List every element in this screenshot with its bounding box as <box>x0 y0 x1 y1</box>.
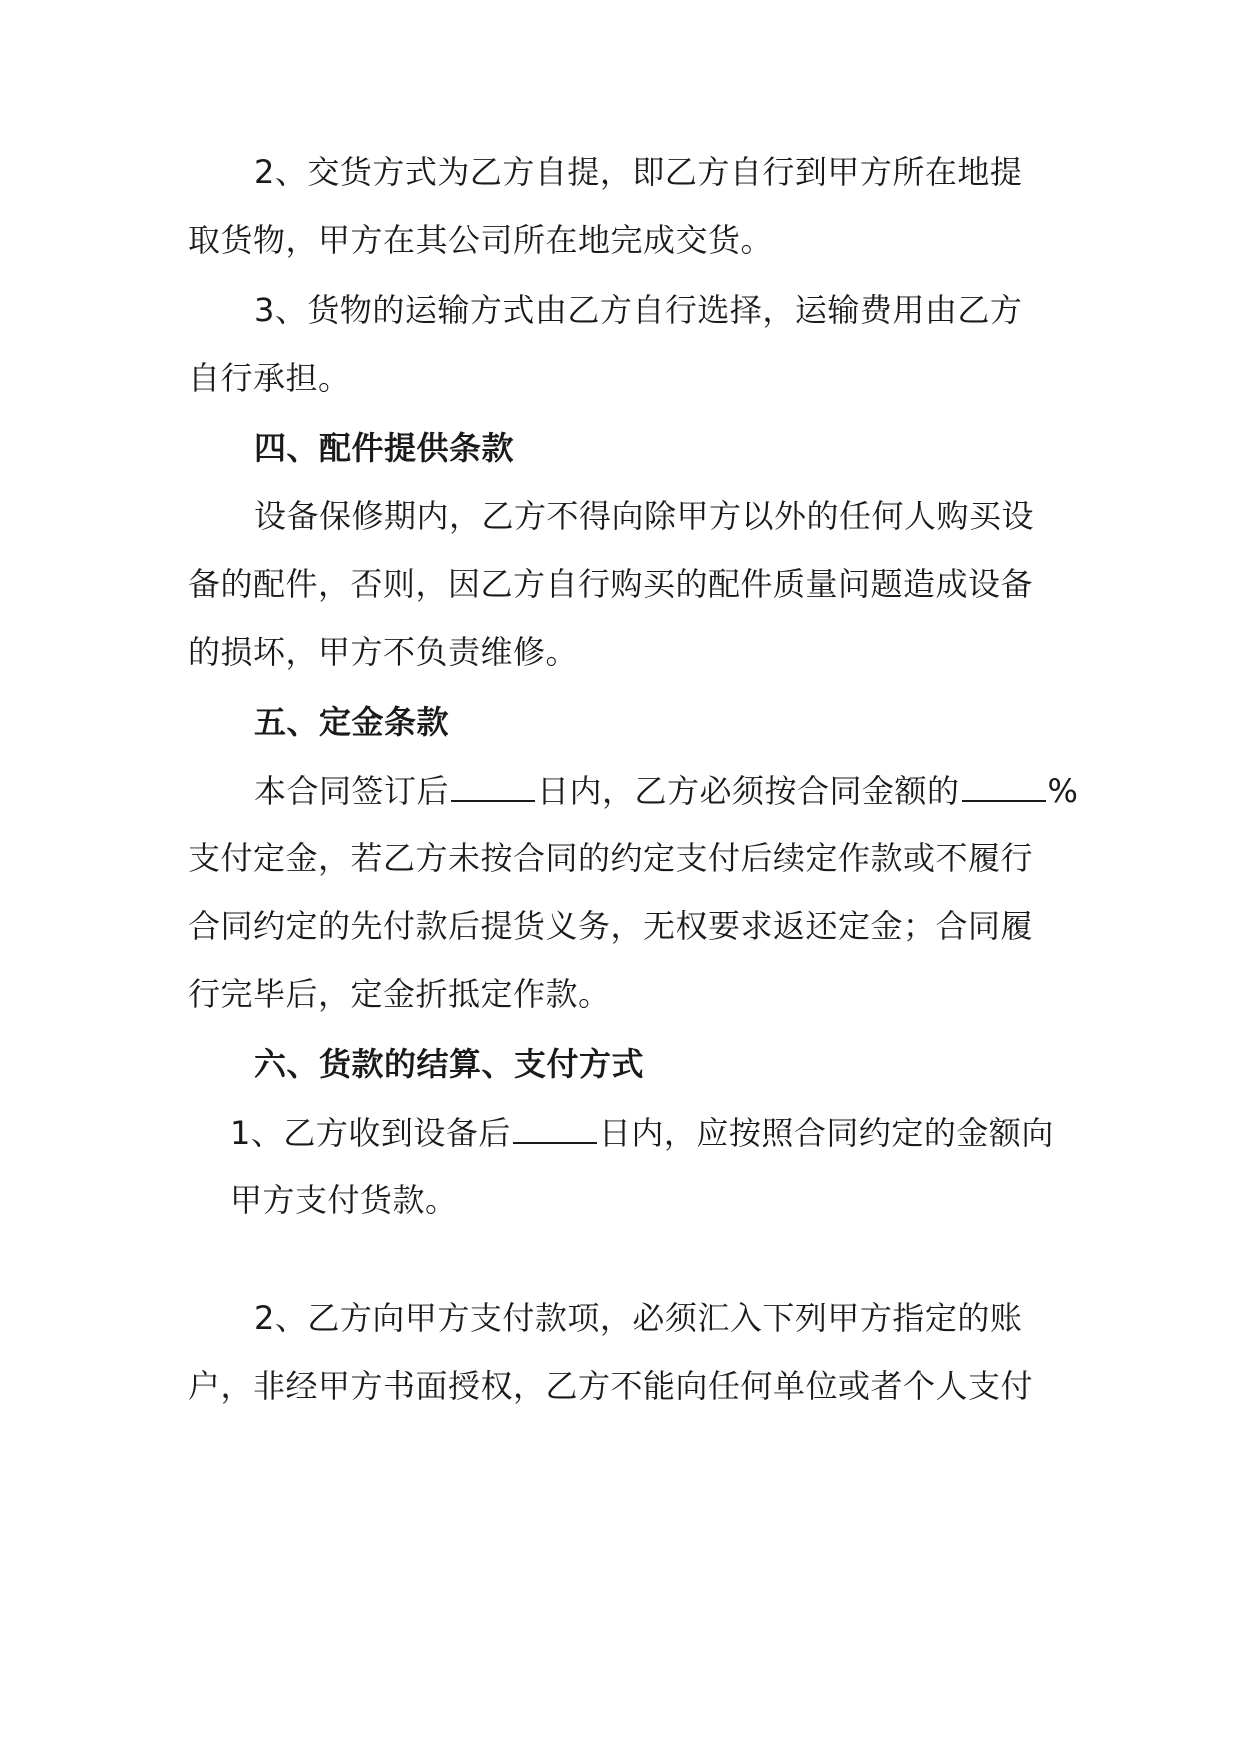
days-blank[interactable] <box>451 770 535 802</box>
clause-3-2-line-2: 取货物，甲方在其公司所在地完成交货。 <box>188 221 774 259</box>
section-5-line-1 <box>254 770 1078 811</box>
section-4-line-1: 设备保修期内，乙方不得向除甲方以外的任何人购买设 <box>254 497 1035 535</box>
section-5-line-2: 支付定金，若乙方未按合同的约定支付后续定作款或不履行 <box>188 839 1034 877</box>
clause-6-1-line-1 <box>230 1112 1054 1153</box>
section-5-line-1-text-a: 本合同签订后 <box>254 772 450 810</box>
section-5-line-1-text-b: 日内，乙方必须按合同金额的 <box>537 772 960 810</box>
section-6-heading: 六、货款的结算、支付方式 <box>254 1045 645 1083</box>
section-5-heading: 五、定金条款 <box>254 703 450 741</box>
clause-6-1-text-a: 1、乙方收到设备后 <box>230 1114 511 1152</box>
section-4-line-3: 的损坏，甲方不负责维修。 <box>188 633 579 671</box>
clause-6-1-text-b: 日内，应按照合同约定的金额向 <box>598 1114 1054 1152</box>
section-4-heading: 四、配件提供条款 <box>254 429 515 467</box>
clause-3-3-line-2: 自行承担。 <box>188 359 351 397</box>
percent-blank[interactable] <box>962 770 1046 802</box>
clause-6-1-line-2: 甲方支付货款。 <box>230 1181 458 1219</box>
section-5-line-3: 合同约定的先付款后提货义务，无权要求返还定金；合同履 <box>188 907 1034 945</box>
payment-days-blank[interactable] <box>513 1112 597 1144</box>
percent-sign: % <box>1047 772 1079 810</box>
clause-6-2-line-1: 2、乙方向甲方支付款项，必须汇入下列甲方指定的账 <box>254 1299 1023 1337</box>
clause-3-3-line-1: 3、货物的运输方式由乙方自行选择，运输费用由乙方 <box>254 291 1023 329</box>
section-4-line-2: 备的配件，否则，因乙方自行购买的配件质量问题造成设备 <box>188 565 1034 603</box>
section-5-line-4: 行完毕后，定金折抵定作款。 <box>188 975 611 1013</box>
clause-3-2-line-1: 2、交货方式为乙方自提，即乙方自行到甲方所在地提 <box>254 153 1023 191</box>
clause-6-2-line-2: 户，非经甲方书面授权，乙方不能向任何单位或者个人支付 <box>188 1367 1034 1405</box>
